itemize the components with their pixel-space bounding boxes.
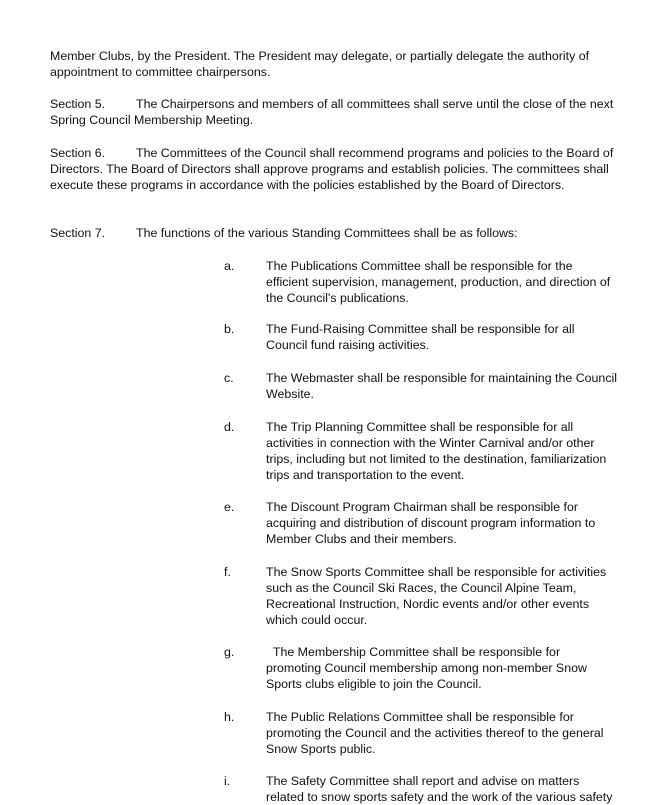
list-item-text: The Public Relations Committee shall be responsible for promoting the Council and the activities thereof to the general Snow Sports public. bbox=[266, 710, 604, 756]
list-item-text: The Fund-Raising Committee shall be responsible for all Council fund raising activities. bbox=[266, 322, 575, 352]
list-item-text: The Safety Committee shall report and advise on matters related to snow sports safety and the work of the various safety bbox=[266, 774, 613, 804]
section-6-label: Section 6. bbox=[50, 146, 106, 160]
list-item-letter: e. bbox=[224, 500, 235, 514]
section-7-paragraph bbox=[50, 225, 620, 241]
list-item-text: The Discount Program Chairman shall be responsible for acquiring and distribution of discount program information to Member Clubs and their members. bbox=[266, 500, 596, 546]
section-5-label: Section 5. bbox=[50, 97, 106, 111]
list-item-text: The Trip Planning Committee shall be responsible for all activities in connection with the Winter Carnival and/or other trips, including but not limited to the destination, familiarization trips and transportation to the event. bbox=[266, 420, 607, 482]
list-item-letter: g. bbox=[224, 645, 235, 659]
list-item-letter: a. bbox=[224, 259, 235, 273]
list-item-text: The Snow Sports Committee shall be responsible for activities such as the Council Ski Races, the Council Alpine Team, Recreational Instruction, Nordic events and/or other events which could occur. bbox=[266, 565, 607, 627]
list-item-text: The Webmaster shall be responsible for maintaining the Council Website. bbox=[266, 371, 618, 401]
list-item-letter: i. bbox=[224, 774, 231, 788]
section-5-paragraph bbox=[50, 96, 620, 128]
section-7-text: The functions of the various Standing Committees shall be as follows: bbox=[136, 226, 518, 240]
section-5-text: The Chairpersons and members of all committees shall serve until the close of the next Spring Council Membership Meeting. bbox=[50, 97, 614, 127]
list-item-letter: c. bbox=[224, 371, 234, 385]
list-item-text: The Membership Committee shall be responsible for promoting Council membership among non-member Snow Sports clubs eligible to join the Council. bbox=[266, 645, 591, 691]
list-item-letter: h. bbox=[224, 710, 235, 724]
intro-paragraph: Member Clubs, by the President. The President may delegate, or partially delegate the authority of appointment to committee chairpersons. bbox=[50, 49, 590, 79]
section-6-text: The Committees of the Council shall recommend programs and policies to the Board of Directors. The Board of Directors shall approve programs and establish policies. The committees shall execute these programs in accordance with the policies established by the Board of Directors. bbox=[50, 146, 614, 192]
section-7-label: Section 7. bbox=[50, 226, 106, 240]
list-item-letter: f. bbox=[224, 565, 231, 579]
list-item-letter: d. bbox=[224, 420, 235, 434]
list-item-letter: b. bbox=[224, 322, 235, 336]
list-item-text: The Publications Committee shall be responsible for the efficient supervision, management, production, and direction of the Council's publications. bbox=[266, 259, 611, 305]
section-6-paragraph bbox=[50, 145, 620, 193]
